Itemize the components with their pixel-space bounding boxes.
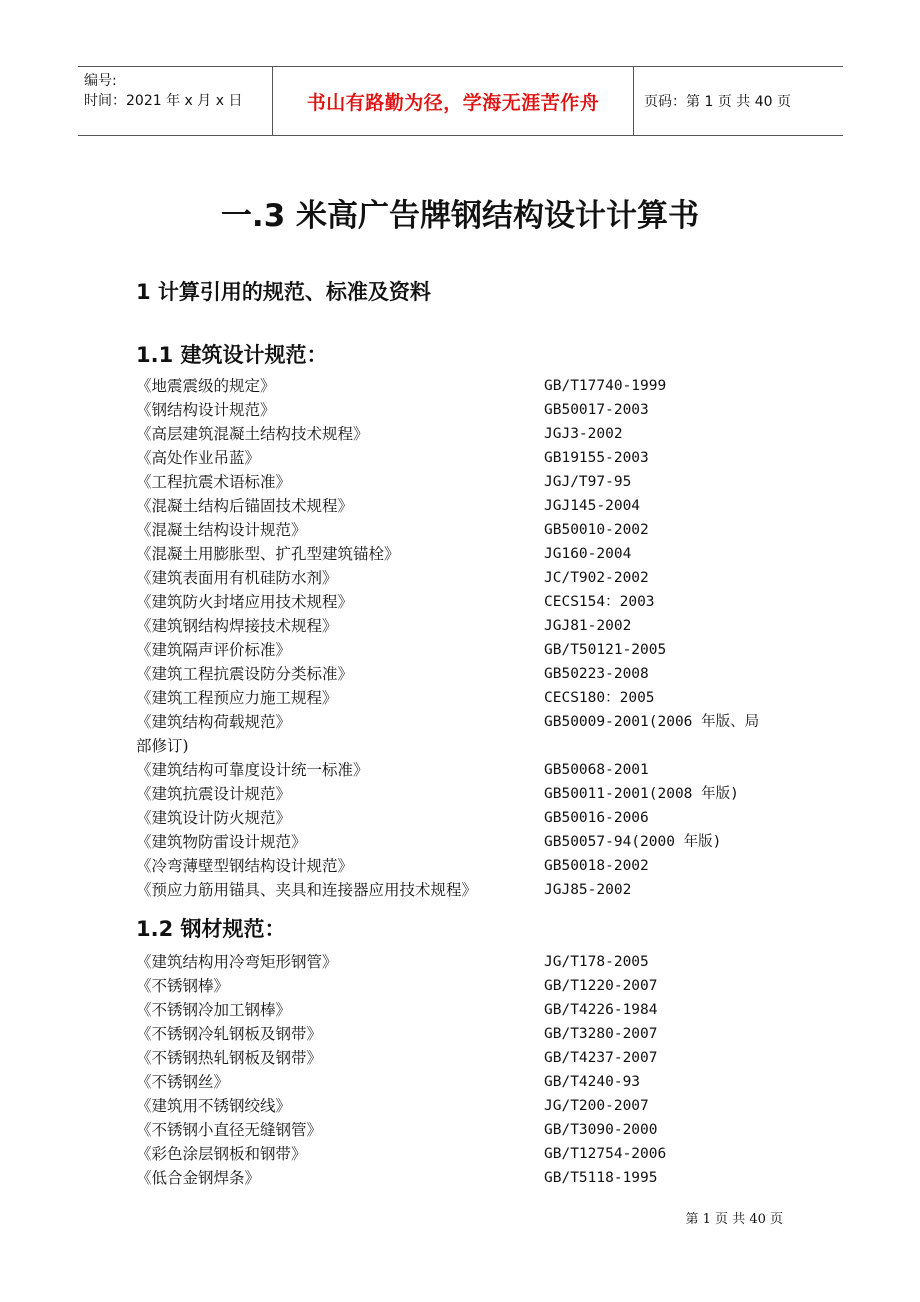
standard-code: GB50009-2001(2006 年版、局	[544, 714, 760, 730]
standard-name: 《建筑结构用冷弯矩形钢管》	[136, 953, 338, 971]
standard-code: GB/T12754-2006	[544, 1146, 667, 1162]
standard-name: 《混凝土结构设计规范》	[136, 521, 307, 539]
standard-code: GB50010-2002	[544, 522, 649, 538]
standard-code: GB50011-2001(2008 年版)	[544, 786, 739, 802]
standard-code: GB19155-2003	[544, 450, 649, 466]
standard-code: GB/T50121-2005	[544, 642, 667, 658]
standard-name: 《建筑物防雷设计规范》	[136, 833, 307, 851]
standard-name: 《不锈钢丝》	[136, 1073, 230, 1091]
standard-name: 《不锈钢棒》	[136, 977, 230, 995]
standard-name: 《高处作业吊蓝》	[136, 449, 261, 467]
standard-name: 《建筑工程抗震设防分类标准》	[136, 665, 354, 683]
standard-code: GB/T4226-1984	[544, 1002, 658, 1018]
section-heading-1-1: 1.1 建筑设计规范：	[136, 343, 328, 367]
standard-name: 《彩色涂层钢板和钢带》	[136, 1145, 307, 1163]
standard-name: 《建筑用不锈钢绞线》	[136, 1097, 292, 1115]
standard-name: 《高层建筑混凝土结构技术规程》	[136, 425, 369, 443]
standard-code: CECS180：2005	[544, 690, 655, 706]
standard-name: 《不锈钢冷轧钢板及钢带》	[136, 1025, 323, 1043]
standard-name: 《建筑结构可靠度设计统一标准》	[136, 761, 369, 779]
standard-code: GB/T17740-1999	[544, 378, 667, 394]
standard-code: JGJ81-2002	[544, 618, 632, 634]
standard-name: 《建筑表面用有机硅防水剂》	[136, 569, 338, 587]
standard-name: 《混凝土结构后锚固技术规程》	[136, 497, 354, 515]
standard-name: 《建筑结构荷载规范》	[136, 713, 292, 731]
standard-code: CECS154：2003	[544, 594, 655, 610]
standard-code-continuation: 部修订)	[136, 737, 189, 755]
standard-code: JGJ85-2002	[544, 882, 632, 898]
standard-name: 《不锈钢热轧钢板及钢带》	[136, 1049, 323, 1067]
standard-name: 《钢结构设计规范》	[136, 401, 276, 419]
document-date: 时间：2021 年 x 月 x 日	[84, 93, 243, 109]
standard-code: GB/T3280-2007	[544, 1026, 658, 1042]
standard-name: 《地震震级的规定》	[136, 377, 276, 395]
page-header	[78, 66, 843, 136]
header-page-info: 页码：第 1 页 共 40 页	[644, 94, 791, 110]
standard-code: GB/T4240-93	[544, 1074, 641, 1090]
standard-name: 《低合金钢焊条》	[136, 1169, 261, 1187]
standard-name: 《混凝土用膨胀型、扩孔型建筑锚栓》	[136, 545, 400, 563]
standard-code: GB50016-2006	[544, 810, 649, 826]
section-heading-1-2: 1.2 钢材规范：	[136, 917, 286, 941]
standard-name: 《建筑设计防火规范》	[136, 809, 292, 827]
header-meta	[78, 67, 273, 135]
standard-name: 《建筑工程预应力施工规程》	[136, 689, 338, 707]
standard-code: JG/T178-2005	[544, 954, 649, 970]
standard-name: 《建筑抗震设计规范》	[136, 785, 292, 803]
standard-code: GB/T1220-2007	[544, 978, 658, 994]
standard-code: JC/T902-2002	[544, 570, 649, 586]
standard-name: 《工程抗震术语标准》	[136, 473, 292, 491]
standard-code: JGJ145-2004	[544, 498, 641, 514]
standard-code: GB/T3090-2000	[544, 1122, 658, 1138]
standard-name: 《预应力筋用锚具、夹具和连接器应用技术规程》	[136, 881, 478, 899]
document-number-label: 编号:	[84, 73, 117, 89]
standard-name: 《不锈钢小直径无缝钢管》	[136, 1121, 323, 1139]
standard-name: 《建筑隔声评价标准》	[136, 641, 292, 659]
standard-name: 《不锈钢冷加工钢棒》	[136, 1001, 292, 1019]
standard-name: 《建筑钢结构焊接技术规程》	[136, 617, 338, 635]
standard-code: GB50018-2002	[544, 858, 649, 874]
standard-name: 《冷弯薄壁型钢结构设计规范》	[136, 857, 354, 875]
standard-code: GB50057-94(2000 年版)	[544, 834, 722, 850]
section-heading-1: 1 计算引用的规范、标准及资料	[136, 280, 431, 304]
standard-name: 《建筑防火封堵应用技术规程》	[136, 593, 354, 611]
standard-code: GB50017-2003	[544, 402, 649, 418]
standard-code: GB/T4237-2007	[544, 1050, 658, 1066]
header-motto: 书山有路勤为径，学海无涯苦作舟	[273, 67, 634, 135]
page-footer: 第 1 页 共 40 页	[685, 1212, 783, 1227]
standard-code: GB/T5118-1995	[544, 1170, 658, 1186]
standard-code: GB50223-2008	[544, 666, 649, 682]
standard-code: JG160-2004	[544, 546, 632, 562]
document-title: 一.3 米高广告牌钢结构设计计算书	[220, 198, 700, 234]
standard-code: JG/T200-2007	[544, 1098, 649, 1114]
standard-code: JGJ/T97-95	[544, 474, 632, 490]
standard-code: GB50068-2001	[544, 762, 649, 778]
standard-code: JGJ3-2002	[544, 426, 623, 442]
